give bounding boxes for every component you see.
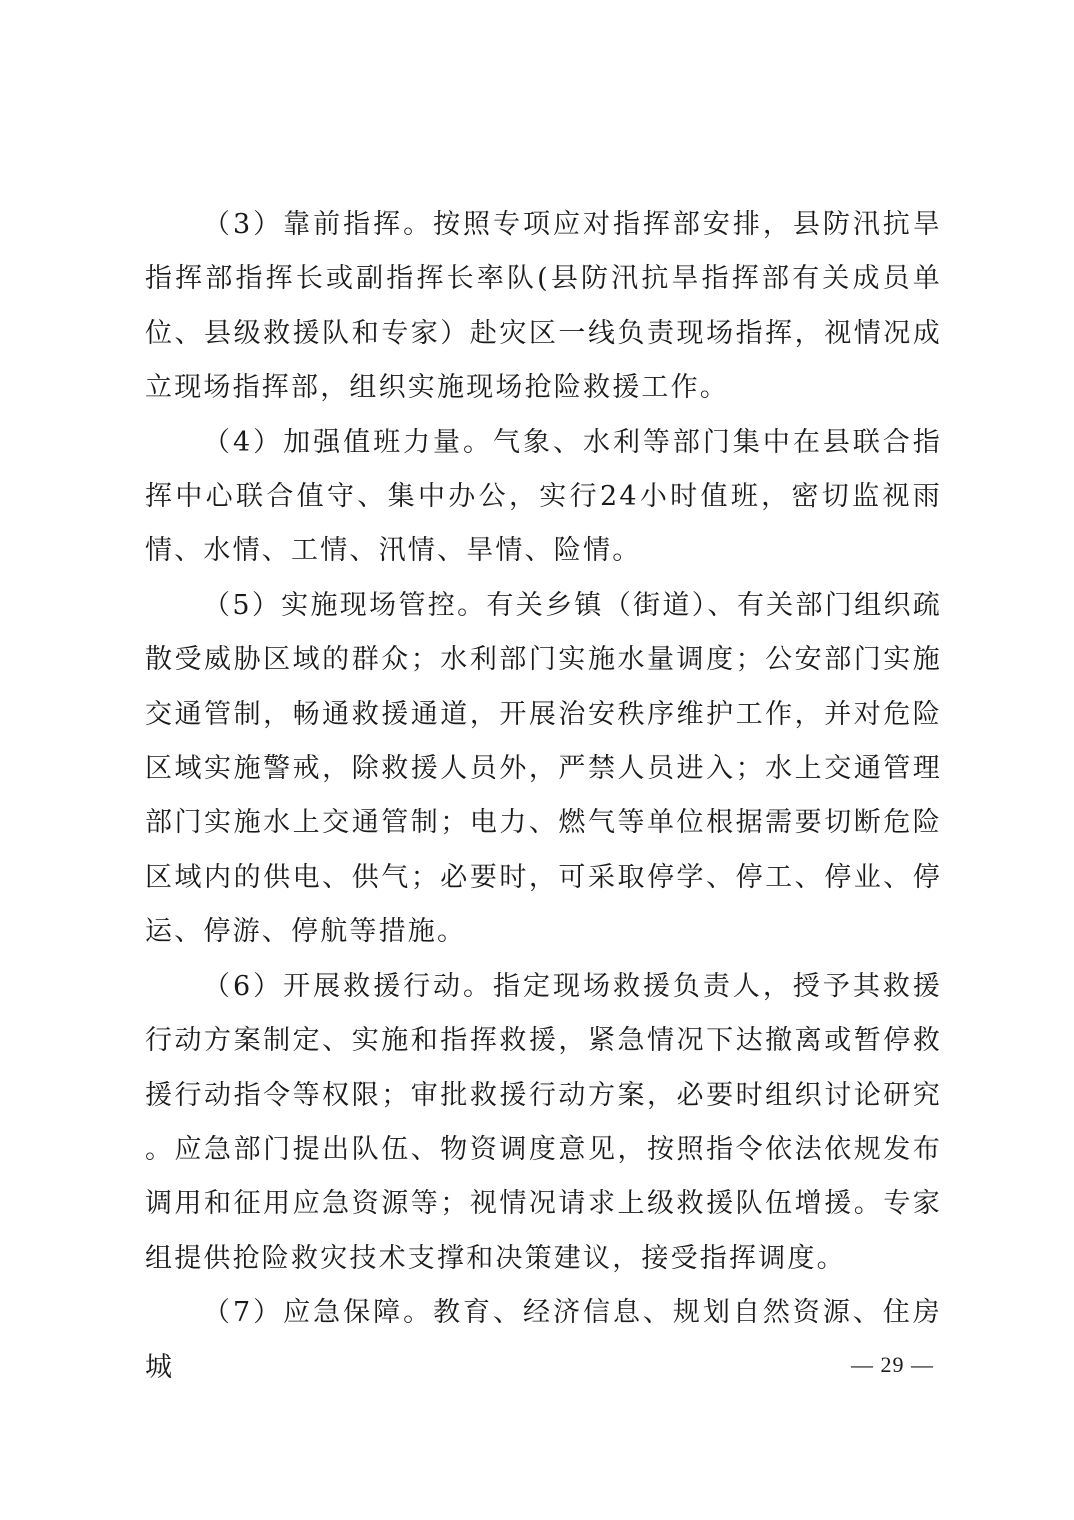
page-number: — 29 — xyxy=(851,1352,934,1377)
paragraph-4-duty-strength: （4）加强值班力量。气象、水利等部门集中在县联合指挥中心联合值守、集中办公，实行24小时值班，密切监视雨情、水情、工情、汛情、旱情、险情。 xyxy=(145,426,942,567)
paragraph-6-rescue-operations: （6）开展救援行动。指定现场救援负责人，授予其救援行动方案制定、实施和指挥救援，紧急情况下达撤离或暂停救援行动指令等权限；审批救援行动方案，必要时组织讨论研究。应急部门提出队伍、物资调度意见，按照指令依法依规发布调用和征用应急资源等；视情况请求上级救援队伍增援。专家组提供抢险救灾技术支撑和决策建议，接受指挥调度。 xyxy=(145,970,942,1274)
paragraph-5-site-control: （5）实施现场管控。有关乡镇（街道）、有关部门组织疏散受威胁区域的群众；水利部门实施水量调度；公安部门实施交通管制，畅通救援通道，开展治安秩序维护工作，并对危险区域实施警戒，除救援人员外，严禁人员进入；水上交通管理部门实施水上交通管制；电力、燃气等单位根据需要切断危险区域内的供电、供气；必要时，可采取停学、停工、停业、停运、停游、停航等措施。 xyxy=(145,589,942,948)
paragraph-3-forward-command: （3）靠前指挥。按照专项应对指挥部安排，县防汛抗旱指挥部指挥长或副指挥长率队(县防汛抗旱指挥部有关成员单位、县级救援队和专家）赴灾区一线负责现场指挥，视情况成立现场指挥部，组织实施现场抢险救援工作。 xyxy=(145,209,942,404)
document-body xyxy=(145,198,942,1395)
paragraph-7-emergency-support: （7）应急保障。教育、经济信息、规划自然资源、住房城 xyxy=(145,1297,942,1383)
